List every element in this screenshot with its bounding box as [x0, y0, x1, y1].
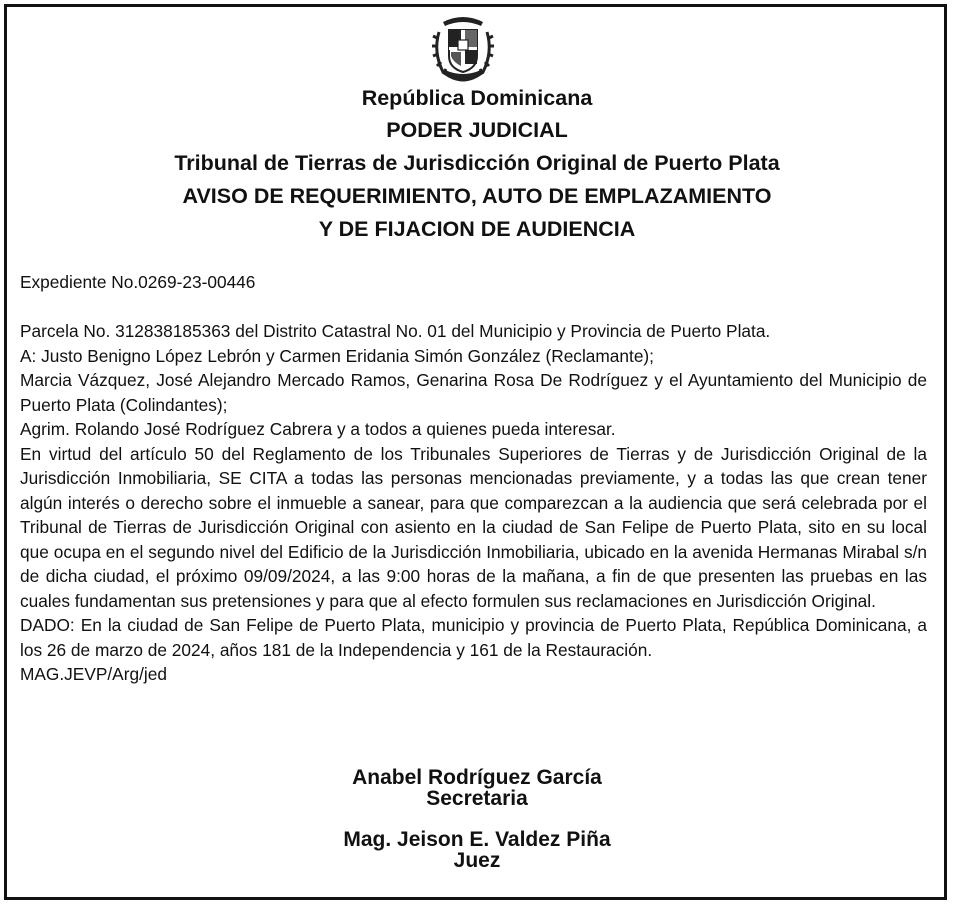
- secretary-title: Secretaria: [426, 787, 528, 810]
- country-heading: República Dominicana: [361, 86, 593, 110]
- parcela-paragraph: Parcela No. 312838185363 del Distrito Catastral No. 01 del Municipio y Provincia de Puerto Plata.: [20, 321, 771, 341]
- court-heading: Tribunal de Tierras de Jurisdicción Original de Puerto Plata: [174, 151, 780, 175]
- reclamante-paragraph: A: Justo Benigno López Lebrón y Carmen Eridania Simón González (Reclamante);: [20, 345, 654, 366]
- judge-title: Juez: [453, 849, 501, 872]
- citacion-paragraph: En virtud del artículo 50 del Reglamento de los Tribunales Superiores de Tierras y de Jurisdicción Original de la Jurisdicción Inmobiliaria, SE CITA a todas las personas mencionadas previamente, y a todas las que crean tener algún interés o derecho sobre el inmueble a sanear, para que comparezcan a la audiencia que será celebrada por el Tribunal de Tierras de Jurisdicción Original con asiento en la ciudad de San Felipe de Puerto Plata, sito en su local que ocupa en el segundo nivel del Edificio de la Jurisdicción Inmobiliaria, ubicado en la avenida Hermanas Mirabal s/n de dicha ciudad, el próximo 09/09/2024, a las 9:00 horas de la mañana, a fin de que presenten las pruebas en las cuales fundamentan sus pretensiones y para que al efecto formulen sus reclamaciones en Jurisdicción Original.: [20, 443, 927, 611]
- expediente-number: Expediente No.0269-23-00446: [20, 272, 256, 292]
- colindantes-paragraph: Marcia Vázquez, José Alejandro Mercado Ramos, Genarina Rosa De Rodríguez y el Ayuntamiento del Municipio de Puerto Plata (Colindantes);: [20, 370, 927, 415]
- judge-name: Mag. Jeison E. Valdez Piña: [343, 828, 611, 851]
- secretary-name: Anabel Rodríguez García: [352, 766, 602, 789]
- notice-body: [20, 319, 927, 687]
- agrimensor-paragraph: Agrim. Rolando José Rodríguez Cabrera y a todos a quienes pueda interesar.: [20, 419, 616, 439]
- notice-title-line2: Y DE FIJACION DE AUDIENCIA: [318, 217, 636, 241]
- notice-title-line1: AVISO DE REQUERIMIENTO, AUTO DE EMPLAZAMIENTO: [182, 184, 772, 208]
- dado-paragraph: DADO: En la ciudad de San Felipe de Puerto Plata, municipio y provincia de Puerto Plata, República Dominicana, a los 26 de marzo de 2024, años 181 de la Independencia y 161 de la Restauración.: [20, 615, 927, 660]
- coat-of-arms-icon: [429, 12, 497, 84]
- branch-heading: PODER JUDICIAL: [386, 118, 568, 142]
- initials-line: MAG.JEVP/Arg/jed: [20, 664, 167, 684]
